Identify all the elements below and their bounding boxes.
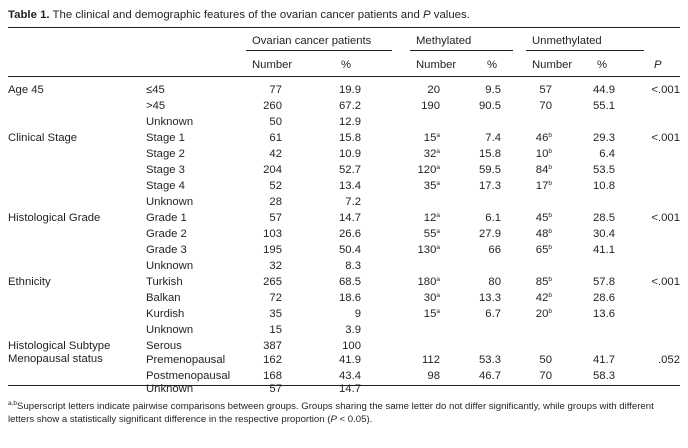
total-percent-cell: 15.8 (339, 132, 361, 144)
total-percent-cell: 9 (354, 308, 361, 320)
total-percent-cell: 18.6 (339, 292, 361, 304)
total-number-cell: 15 (269, 324, 282, 336)
total-percent-cell: 19.9 (339, 84, 361, 96)
unmethylated-percent-cell: 10.8 (593, 180, 615, 192)
methylated-number-cell: 190 (421, 100, 440, 112)
feature-cell: Histological Grade (8, 212, 101, 224)
unmethylated-number-cell: 85$^b$ (535, 276, 552, 288)
methylated-percent-cell: 66 (488, 244, 501, 256)
methylated-percent-cell: 17.3 (479, 180, 501, 192)
unmethylated-percent-cell: 29.3 (593, 132, 615, 144)
total-number-cell: 77 (269, 84, 282, 96)
total-number-cell: 61 (269, 132, 282, 144)
category-cell: Kurdish (146, 308, 185, 320)
methylated-number-cell: 120$^a$ (417, 164, 440, 176)
category-cell: Unknown (146, 260, 194, 272)
methylated-percent-cell: 7.4 (485, 132, 501, 144)
table-caption (8, 8, 470, 22)
total-number-cell: 35 (269, 308, 282, 320)
unmethylated-number-cell: 20$^b$ (535, 308, 552, 320)
unmethylated-percent-cell: 44.9 (593, 84, 615, 96)
methylated-number-cell: 35$^a$ (423, 180, 440, 192)
unmethylated-percent-cell: 6.4 (599, 148, 615, 160)
unmethylated-percent-cell: 57.8 (593, 276, 615, 288)
total-percent-cell: 14.7 (339, 383, 361, 395)
top-rule (8, 27, 680, 28)
methylated-percent-cell: 53.3 (479, 354, 501, 366)
methylated-percent-cell: 90.5 (479, 100, 501, 112)
methylated-number-cell: 15$^a$ (423, 132, 440, 144)
sub-header-pct-unmethylated: % (597, 59, 608, 71)
total-number-cell: 52 (269, 180, 282, 192)
unmethylated-percent-cell: 53.5 (593, 164, 615, 176)
category-cell: Unknown (146, 196, 194, 208)
total-number-cell: 162 (263, 354, 282, 366)
category-cell: Stage 4 (146, 180, 185, 192)
methylated-percent-cell: 9.5 (485, 84, 501, 96)
category-cell: Premenopausal (146, 354, 226, 366)
category-cell: Unknown (146, 116, 194, 128)
p-value-cell: <.001 (651, 84, 680, 96)
methylated-number-cell: 98 (427, 370, 440, 382)
total-percent-cell: 52.7 (339, 164, 361, 176)
total-percent-cell: 13.4 (339, 180, 361, 192)
methylated-percent-cell: 59.5 (479, 164, 501, 176)
total-number-cell: 28 (269, 196, 282, 208)
group-header-methylated: Methylated (416, 35, 472, 47)
sub-header-pct-total: % (341, 59, 352, 71)
methylated-percent-cell: 27.9 (479, 228, 501, 240)
total-percent-cell: 100 (342, 340, 361, 352)
feature-cell: Menopausal status (8, 353, 103, 365)
total-number-cell: 57 (269, 212, 282, 224)
category-cell: Stage 3 (146, 164, 185, 176)
group-rule-unmethylated (526, 50, 644, 51)
table-label: Table 1. (8, 9, 50, 21)
footnote-p-symbol: P (330, 414, 337, 425)
unmethylated-number-cell: 70 (539, 100, 552, 112)
unmethylated-number-cell: 48$^b$ (535, 228, 552, 240)
p-value-cell: <.001 (651, 276, 680, 288)
unmethylated-number-cell: 65$^b$ (535, 244, 552, 256)
feature-cell: Histological Subtype (8, 340, 111, 352)
unmethylated-percent-cell: 28.6 (593, 292, 615, 304)
p-value-cell: <.001 (651, 212, 680, 224)
category-cell: Unknown (146, 324, 194, 336)
footnote-text-end: < 0.05). (336, 414, 373, 425)
group-header-unmethylated: Unmethylated (532, 35, 602, 47)
total-percent-cell: 67.2 (339, 100, 361, 112)
unmethylated-number-cell: 84$^b$ (535, 164, 552, 176)
total-number-cell: 50 (269, 116, 282, 128)
unmethylated-number-cell: 17$^b$ (535, 180, 552, 192)
feature-cell: Age 45 (8, 84, 44, 96)
unmethylated-number-cell: 10$^b$ (535, 148, 552, 160)
unmethylated-number-cell: 46$^b$ (535, 132, 552, 144)
unmethylated-percent-cell: 30.4 (593, 228, 615, 240)
category-cell: Grade 2 (146, 228, 187, 240)
methylated-number-cell: 130$^a$ (417, 244, 440, 256)
unmethylated-percent-cell: 41.7 (593, 354, 615, 366)
category-cell: Postmenopausal (146, 370, 231, 382)
total-number-cell: 32 (269, 260, 282, 272)
methylated-number-cell: 112 (421, 354, 440, 366)
total-number-cell: 72 (269, 292, 282, 304)
footnote (8, 400, 680, 426)
feature-cell: Clinical Stage (8, 132, 78, 144)
unmethylated-number-cell: 42$^b$ (535, 292, 552, 304)
total-percent-cell: 14.7 (339, 212, 361, 224)
p-value-header: P (654, 59, 662, 71)
caption-text: The clinical and demographic features of the ovarian cancer patients and (52, 9, 420, 21)
unmethylated-percent-cell: 58.3 (593, 370, 615, 382)
total-number-cell: 204 (263, 164, 282, 176)
total-number-cell: 387 (263, 340, 282, 352)
unmethylated-number-cell: 70 (539, 370, 552, 382)
methylated-percent-cell: 6.1 (485, 212, 501, 224)
sub-header-pct-methylated: % (487, 59, 498, 71)
unmethylated-percent-cell: 13.6 (593, 308, 615, 320)
total-number-cell: 42 (269, 148, 282, 160)
group-rule-total (246, 50, 392, 51)
group-header-total: Ovarian cancer patients (252, 35, 372, 47)
caption-text-end: values. (433, 9, 470, 21)
total-percent-cell: 43.4 (339, 370, 361, 382)
methylated-number-cell: 55$^a$ (423, 228, 440, 240)
total-number-cell: 103 (263, 228, 282, 240)
category-cell: Turkish (146, 276, 183, 288)
methylated-number-cell: 12$^a$ (423, 212, 440, 224)
total-percent-cell: 68.5 (339, 276, 361, 288)
total-percent-cell: 12.9 (339, 116, 361, 128)
sub-header-number-methylated: Number (416, 59, 457, 71)
unmethylated-number-cell: 45$^b$ (535, 212, 552, 224)
unmethylated-percent-cell: 55.1 (593, 100, 615, 112)
unmethylated-number-cell: 50 (539, 354, 552, 366)
footnote-text: Superscript letters indicate pairwise comparisons between groups. Groups sharing the same letter do not differ significantly, while groups with different letters show a statistically significant difference in the respective proportion ( (8, 401, 654, 425)
total-percent-cell: 10.9 (339, 148, 361, 160)
methylated-number-cell: 180$^a$ (417, 276, 440, 288)
category-cell: ≤45 (146, 84, 165, 96)
total-number-cell: 265 (263, 276, 282, 288)
category-cell: Grade 3 (146, 244, 187, 256)
sub-header-number-unmethylated: Number (532, 59, 573, 71)
category-cell: Grade 1 (146, 212, 187, 224)
methylated-percent-cell: 80 (488, 276, 501, 288)
footnote-marker: a,b (8, 400, 18, 407)
total-percent-cell: 50.4 (339, 244, 361, 256)
methylated-percent-cell: 6.7 (485, 308, 501, 320)
category-cell: Stage 2 (146, 148, 185, 160)
caption-p-symbol: P (422, 9, 431, 21)
category-cell: >45 (146, 100, 166, 112)
total-percent-cell: 41.9 (339, 354, 361, 366)
total-number-cell: 195 (263, 244, 282, 256)
methylated-number-cell: 15$^a$ (423, 308, 440, 320)
total-number-cell: 168 (263, 370, 282, 382)
unmethylated-percent-cell: 41.1 (593, 244, 615, 256)
category-cell: Balkan (146, 292, 181, 304)
feature-cell: Ethnicity (8, 276, 51, 288)
category-cell: Stage 1 (146, 132, 185, 144)
methylated-percent-cell: 46.7 (479, 370, 501, 382)
total-percent-cell: 26.6 (339, 228, 361, 240)
group-rule-methylated (410, 50, 513, 51)
p-value-cell: .052 (658, 354, 680, 366)
methylated-percent-cell: 13.3 (479, 292, 501, 304)
total-number-cell: 260 (263, 100, 282, 112)
total-percent-cell: 3.9 (345, 324, 361, 336)
category-cell: Unknown (146, 383, 194, 395)
total-percent-cell: 8.3 (345, 260, 361, 272)
methylated-number-cell: 32$^a$ (423, 148, 440, 160)
sub-header-number-total: Number (252, 59, 293, 71)
methylated-percent-cell: 15.8 (479, 148, 501, 160)
methylated-number-cell: 20 (427, 84, 440, 96)
unmethylated-number-cell: 57 (539, 84, 552, 96)
total-percent-cell: 7.2 (345, 196, 361, 208)
header-rule (8, 76, 680, 77)
methylated-number-cell: 30$^a$ (423, 292, 440, 304)
unmethylated-percent-cell: 28.5 (593, 212, 615, 224)
category-cell: Serous (146, 340, 182, 352)
total-number-cell: 57 (269, 383, 282, 395)
p-value-cell: <.001 (651, 132, 680, 144)
